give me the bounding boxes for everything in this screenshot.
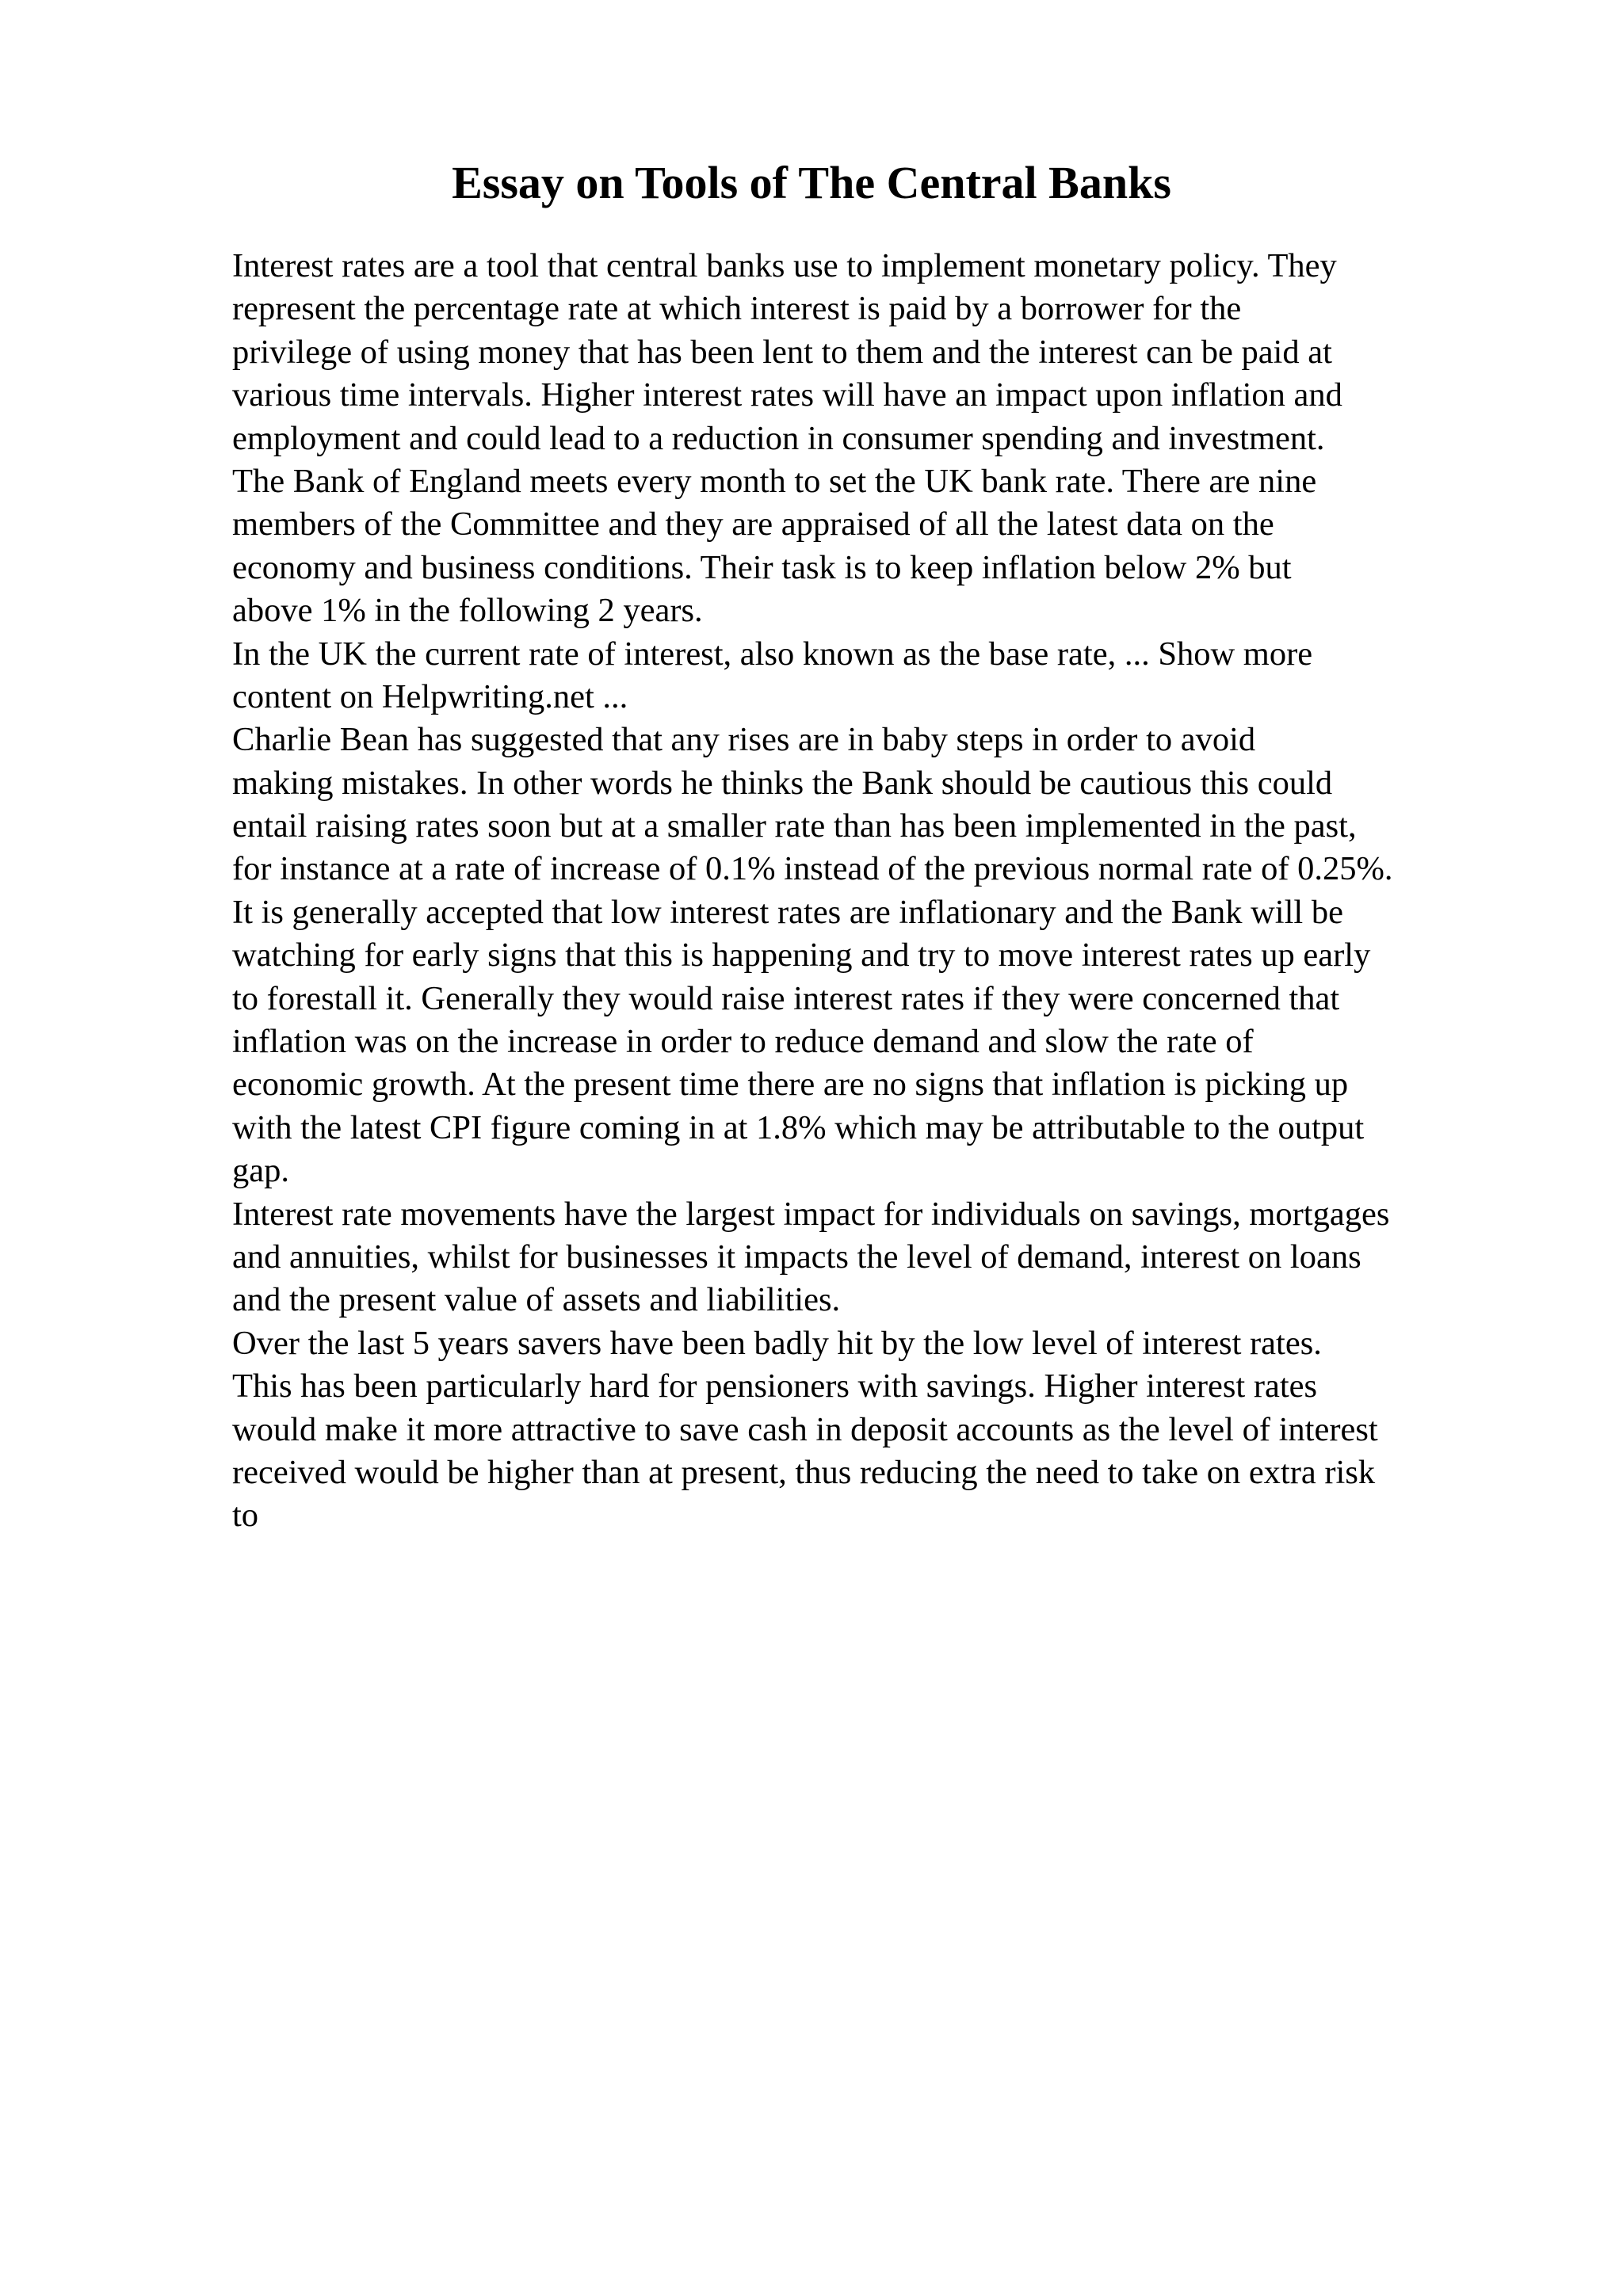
text-line: economy and business conditions. Their task is to keep inflation below 2% but xyxy=(232,548,1292,586)
text-line: This has been particularly hard for pensioners with savings. Higher interest rates xyxy=(232,1367,1318,1405)
text-line: to forestall it. Generally they would raise interest rates if they were concerned that xyxy=(232,979,1340,1017)
text-line: would make it more attractive to save cash in deposit accounts as the level of interest xyxy=(232,1410,1378,1448)
text-line: inflation was on the increase in order to reduce demand and slow the rate of xyxy=(232,1023,1254,1061)
text-line: The Bank of England meets every month to set the UK bank rate. There are nine xyxy=(232,462,1317,500)
text-line: gap. xyxy=(232,1152,289,1190)
text-line: content on Helpwriting.net ... xyxy=(232,677,628,715)
text-line: to xyxy=(232,1497,259,1535)
text-line: making mistakes. In other words he thinks the Bank should be cautious this could xyxy=(232,764,1333,802)
text-line: economic growth. At the present time there are no signs that inflation is picking up xyxy=(232,1066,1349,1104)
document-body xyxy=(232,245,1516,1538)
text-line: Interest rate movements have the largest impact for individuals on savings, mortgages xyxy=(232,1195,1390,1233)
text-line: watching for early signs that this is happening and try to move interest rates up early xyxy=(232,936,1371,974)
text-line: and annuities, whilst for businesses it impacts the level of demand, interest on loans xyxy=(232,1238,1361,1276)
document-title: Essay on Tools of The Central Banks xyxy=(452,157,1171,208)
text-line: privilege of using money that has been lent to them and the interest can be paid at xyxy=(232,333,1332,371)
text-line: received would be higher than at present, thus reducing the need to take on extra risk xyxy=(232,1453,1376,1491)
text-line: Charlie Bean has suggested that any rises are in baby steps in order to avoid xyxy=(232,721,1256,759)
text-line: It is generally accepted that low interest rates are inflationary and the Bank will be xyxy=(232,893,1343,931)
text-line: members of the Committee and they are appraised of all the latest data on the xyxy=(232,505,1274,543)
text-line: for instance at a rate of increase of 0.1% instead of the previous normal rate of 0.25%. xyxy=(232,850,1393,888)
text-line: entail raising rates soon but at a smaller rate than has been implemented in the past, xyxy=(232,807,1357,845)
text-line: various time intervals. Higher interest rates will have an impact upon inflation and xyxy=(232,376,1342,414)
text-line: and the present value of assets and liabilities. xyxy=(232,1281,841,1319)
text-line: above 1% in the following 2 years. xyxy=(232,592,703,630)
text-line: Interest rates are a tool that central banks use to implement monetary policy. They xyxy=(232,247,1337,284)
text-line: In the UK the current rate of interest, also known as the base rate, ... Show more xyxy=(232,635,1313,673)
text-line: Over the last 5 years savers have been badly hit by the low level of interest rates. xyxy=(232,1324,1322,1362)
text-line: employment and could lead to a reduction in consumer spending and investment. xyxy=(232,419,1325,457)
text-line: represent the percentage rate at which interest is paid by a borrower for the xyxy=(232,290,1242,328)
text-line: with the latest CPI figure coming in at 1.8% which may be attributable to the output xyxy=(232,1108,1365,1146)
